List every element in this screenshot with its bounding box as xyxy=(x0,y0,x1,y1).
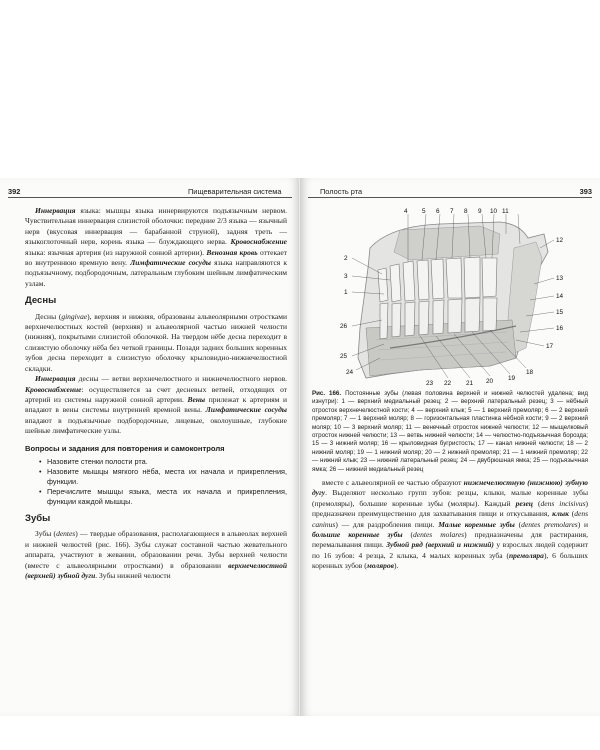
figure-label: 22 xyxy=(444,380,452,387)
left-page-content xyxy=(25,206,287,581)
section-heading-teeth: Зубы xyxy=(25,512,51,524)
figure-label: 4 xyxy=(404,208,408,215)
figure-label: 18 xyxy=(526,369,534,376)
questions-heading: Вопросы и задания для повторения и самоконтроля xyxy=(25,443,225,453)
tooth-icon xyxy=(392,303,401,337)
left-page xyxy=(0,178,300,716)
figure-label: 25 xyxy=(340,353,348,360)
teeth-paragraph: Зубы (dentes) — твердые образования, располагающиеся в альвеолах верхней и нижней челюстей (рис. 166). Зубы служат составной частью жевательного аппарата, участвуют в жевании, образовании речи. Зубы верхней челюсти (вместе с альвеолярными отростками) в образовании верхнечелюстной (верхней) зубной дуги. Зубы нижней челюсти xyxy=(25,529,287,580)
figure-label: 10 xyxy=(490,208,498,215)
right-page-text xyxy=(312,478,588,572)
tooth-icon xyxy=(390,264,401,302)
tooth-icon xyxy=(464,257,480,298)
figure-label: 19 xyxy=(508,375,516,382)
figure-label: 17 xyxy=(546,343,554,350)
tooth-icon xyxy=(403,261,415,301)
left-running-head xyxy=(8,186,292,198)
figure-label: 12 xyxy=(556,237,564,244)
figure-label: 13 xyxy=(556,275,564,282)
tooth-icon xyxy=(482,258,497,297)
question-item: • Назовите стенки полости рта. xyxy=(39,457,287,467)
open-book-spread xyxy=(0,178,600,716)
figure-label: 14 xyxy=(556,293,564,300)
palate-region xyxy=(394,226,500,260)
tooth-icon xyxy=(405,302,415,336)
question-item: • Перечислите мышцы языка, места их начала и прикрепления, функции каждой мышцы. xyxy=(39,487,287,507)
figure-label: 24 xyxy=(346,369,354,376)
tooth-icon xyxy=(446,258,462,298)
tooth-icon xyxy=(483,298,497,331)
teeth-groups-paragraph: вместе с альвеолярной ее частью образуют нижнечелюстную (нижнюю) зубную дугу. Выделяют несколько групп зубов: резцы, клыки, малые коренные зубы (премоляры), большие коренные зубы (моляры). Каждый резец (dens incisivus) предназначен преимущественно для захватывания пищи и откусывания, клык (dens caninus) — для раздробления пищи. Малые коренные зубы (dentes premolares) и большие коренные зубы (dentes molares) предназначены для растирания, перемалывания пищи. Зубной ряд (верхний и нижний) у взрослых людей содержит по 16 зубов: 4 резца, 2 клыка, 4 малых коренных зуба (премоляра), 6 больших коренных зубов (моляров). xyxy=(312,478,589,571)
tooth-icon xyxy=(465,298,480,332)
figure-label: 2 xyxy=(344,255,348,262)
right-page xyxy=(300,178,600,716)
figure-label: 16 xyxy=(556,325,564,332)
gums-paragraph: Десны (gingivae), верхняя и нижняя, образованы альвеолярными отростками верхнечелюстных костей (верхняя) и альвеолярной частью нижней челюсти (нижняя), покрытыми слизистой оболочкой. На твердом нёбе десна переходит в слизистую оболочку нёба без четкой границы. Позади задних больших коренных зубов десна переходит в слизистую оболочку крыловидно-нижнечелюстной складки. xyxy=(25,311,287,373)
tooth-icon xyxy=(380,303,388,339)
tooth-icon xyxy=(378,268,388,302)
figure-label: 3 xyxy=(344,273,348,280)
figure-label: 6 xyxy=(436,208,440,215)
running-title: Пищеварительная система xyxy=(188,187,282,196)
gums-innervation-paragraph: Иннервация десны — ветви верхнечелюстного и нижнечелюстного нервов. Кровоснабжение: осуществляется за счет десневых ветвей, отходящих от артерий из системы наружной сонной артерии. Вены прилежат к артериям и впадают в вены системы внутренней яремной вены. Лимфатические сосуды впадают в подъязычные подбородочные, лицевые, околоушные, глубокие шейные лимфатические узлы. xyxy=(25,374,287,436)
figure-label: 21 xyxy=(466,380,474,387)
tooth-icon xyxy=(433,300,444,334)
figure-label: 5 xyxy=(422,208,426,215)
page-number: 393 xyxy=(579,187,592,196)
section-heading-gums: Десны xyxy=(25,295,57,307)
right-running-head xyxy=(308,186,592,198)
figure-label: 7 xyxy=(450,208,454,215)
tooth-icon xyxy=(431,259,444,299)
figure-caption: Рис. 166. Постоянные зубы (левая половина верхней и нижней челюстей удалена; вид изнутри): 1 — верхний медиальный резец; 2 — верхний латеральный резец; 3 — нёбный отросток верхнечелюстной кости; 4 — верхний клык; 5 — 1 верхний премоляр; 6 — 2 верхний премоляр; 7 — 1 верхний моляр; 8 — горизонтальная пластинка нёбной кости; 9 — 2 верхний моляр; 10 — 3 верхний моляр; 11 — венечный отросток нижней челюсти; 12 — мыщелковый отросток нижней челюсти; 13 — ветвь нижней челюсти; 14 — челюстно-подъязычная борозда; 15 — 3 нижний моляр; 16 — крыловидная бугристость; 17 — канал нижней челюсти; 18 — 2 нижний моляр; 19 — 1 нижний моляр; 20 — 2 нижний премоляр; 21 — 1 нижний премоляр; 22 — нижний клык; 23 — нижний латеральный резец; 24 — двубрюшная ямка; 25 — подъязычная ямка; 26 — нижний медиальный резец xyxy=(312,390,589,473)
tooth-icon xyxy=(419,301,429,335)
figure-label: 15 xyxy=(556,309,564,316)
figure-label: 1 xyxy=(344,289,348,296)
question-item: • Назовите мышцы мягкого нёба, места их начала и прикрепления, функции. xyxy=(39,467,287,487)
teeth-illustration xyxy=(330,208,570,388)
questions-list xyxy=(39,457,287,507)
tooth-icon xyxy=(417,260,429,300)
figure-label: 26 xyxy=(340,323,348,330)
running-title: Полость рта xyxy=(320,187,363,196)
figure-label: 20 xyxy=(486,378,494,385)
figure-label: 23 xyxy=(426,380,434,387)
figure-label: 11 xyxy=(502,208,509,215)
tongue-innervation-paragraph: Иннервация языка: мышцы языка иннервируются подъязычным нервом. Чувствительная иннервация слизистой оболочки: передние 2/3 языка — язычный нерв (вкусовая иннервация — барабанной струной), задняя треть — языкоглоточный нерв, корень языка — блуждающего нерва. Кровоснабжение языка: язычная артерия (из наружной сонной артерии). Венозная кровь оттекает во внутреннюю яремную вену. Лимфатические сосуды языка направляются к подъязычному, подбородочным, латеральным глубоким шейным лимфатическим узлам. xyxy=(25,206,288,288)
page-number: 392 xyxy=(8,187,21,196)
figure-label: 9 xyxy=(478,208,482,215)
tooth-icon xyxy=(448,299,462,333)
figure-label: 8 xyxy=(464,208,468,215)
